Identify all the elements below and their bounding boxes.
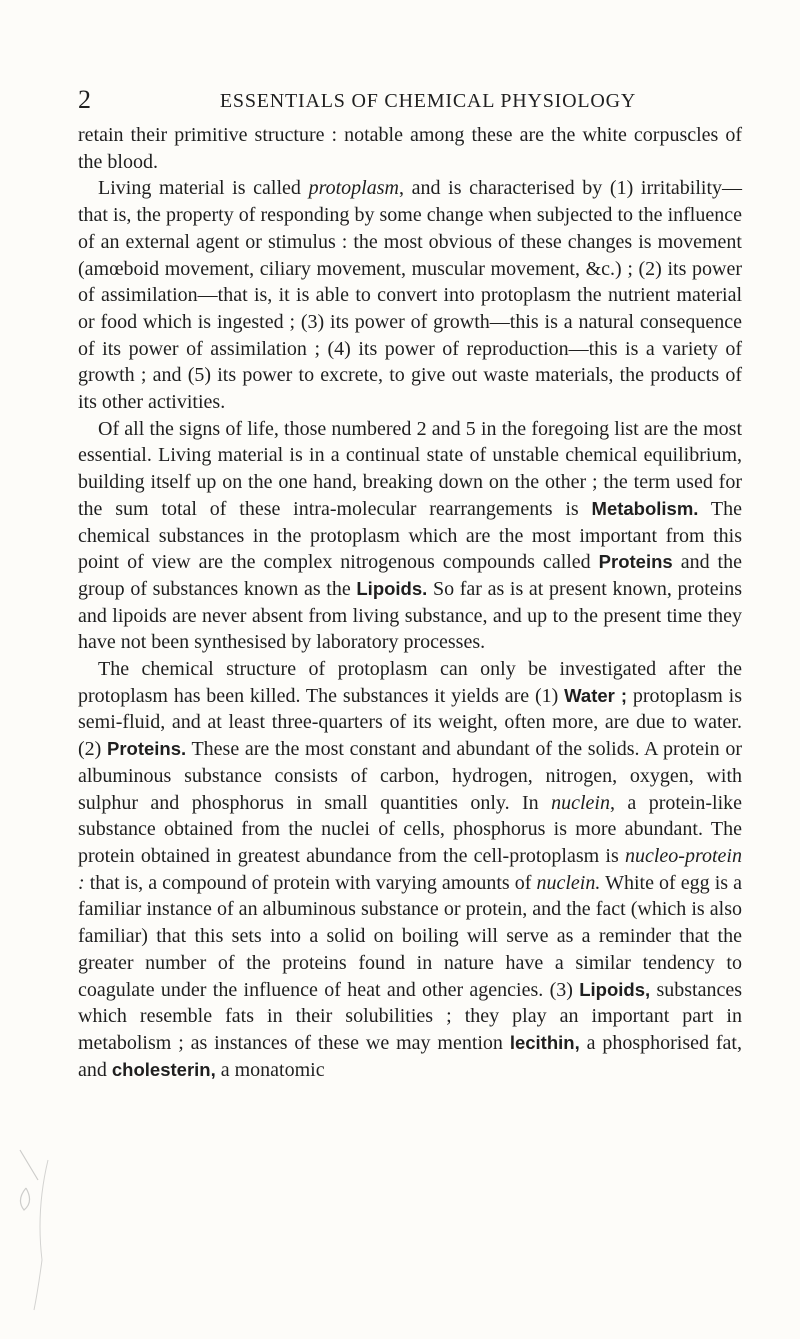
paragraph-2-text-a: Living material is called [98,177,309,200]
paragraph-3-text-a: Of all the signs of life, those numbered 2 and 5 in the foregoing list are the most essential. Living material is in a continual state of unstable chemical equilibrium, building itself up on the one hand, breaking down on the other ; the term used for the sum total of these intra-molecular rearrangements is [78,417,742,520]
term-lipoids-2: Lipoids, [579,978,651,1000]
term-nucleo-protein: nucleo-protein : [78,844,742,894]
paragraph-4-text-i: that is, a compound of protein with varying amounts of [84,871,537,894]
paragraph-3-text-g: So far as is at present known, proteins and lipoids are never absent from living substance, and up to the present time they have not been synthesised by laboratory processes. [78,577,742,654]
term-lipoids: Lipoids. [356,577,428,599]
paragraph-1 [78,122,742,175]
paragraph-2-text-c: , and is characterised by (1) irritability—that is, the property of responding by some change when subjected to the influence of an external agent or stimulus : the most obvious of these changes is movement (amœboid movement, ciliary movement, muscular movement, &c.) ; (2) its power of assimilation—that is, it is able to convert into protoplasm the nutrient material or food which is ingested ; (3) its power of growth—this is a natural consequence of its power of assimilation ; (4) its power of reproduction—this is a variety of growth ; and (5) its power to excrete, to give out waste materials, the products of its other activities. [78,177,742,414]
paragraph-4-text-c: protoplasm is semi-fluid, and at least three-quarters of its weight, often more, are due to water. (2) [78,684,742,761]
term-nuclein-2: nuclein. [536,871,601,894]
term-proteins: Proteins [598,551,673,573]
paragraph-3 [78,416,742,656]
paragraph-4-text-m: substances which resemble fats in their solubilities ; they play an important part in metabolism ; as instances of these we may mention [78,978,742,1054]
paragraph-4-text-e: These are the most constant and abundant of the solids. A protein or albuminous substance consists of carbon, hydrogen, nitrogen, oxygen, with sulphur and phosphorus in small quantities only. In [78,738,742,814]
paragraph-4-text-k: White of egg is a familiar instance of an albuminous substance or protein, and the fact (which is also familiar) that this sets into a solid on boiling will serve as a reminder that the greater number of the proteins found in nature have a similar tendency to coagulate under the influence of heat and other agencies. (3) [78,871,742,1001]
paragraph-3-text-c: The chemical substances in the protoplasm which are the most important from this point of view are the complex nitrogenous compounds called [78,497,743,574]
paragraph-4 [78,656,742,1083]
term-lecithin: lecithin, [509,1031,580,1053]
term-water: Water ; [564,684,627,706]
paragraph-2 [78,175,742,415]
paragraph-4-text-g: , a protein-like substance obtained from the nuclei of cells, phosphorus is more abundant. The protein obtained in greatest abundance from the cell-protoplasm is [78,791,742,867]
term-nuclein: nuclein [551,791,610,814]
paragraph-4-text-o: a phosphorised fat, and [78,1031,742,1081]
term-protoplasm: protoplasm [308,177,399,200]
body-text [78,122,742,1083]
page-header [78,84,738,116]
paragraph-4-text-a: The chemical structure of protoplasm can only be investigated after the protoplasm has been killed. The substances it yields are (1) [78,658,742,707]
term-proteins-2: Proteins. [106,738,187,760]
term-cholesterin: cholesterin, [111,1058,216,1080]
page-number: 2 [78,85,91,114]
paragraph-1-text: retain their primitive structure : notable among these are the white corpuscles of the blood. [78,124,742,173]
running-head: ESSENTIALS OF CHEMICAL PHYSIOLOGY [219,90,637,112]
paragraph-3-text-e: and the group of substances known as the [78,551,742,600]
term-metabolism: Metabolism. [591,497,699,519]
margin-pencil-mark [8,1140,68,1320]
paragraph-4-text-q: a monatomic [215,1058,325,1081]
